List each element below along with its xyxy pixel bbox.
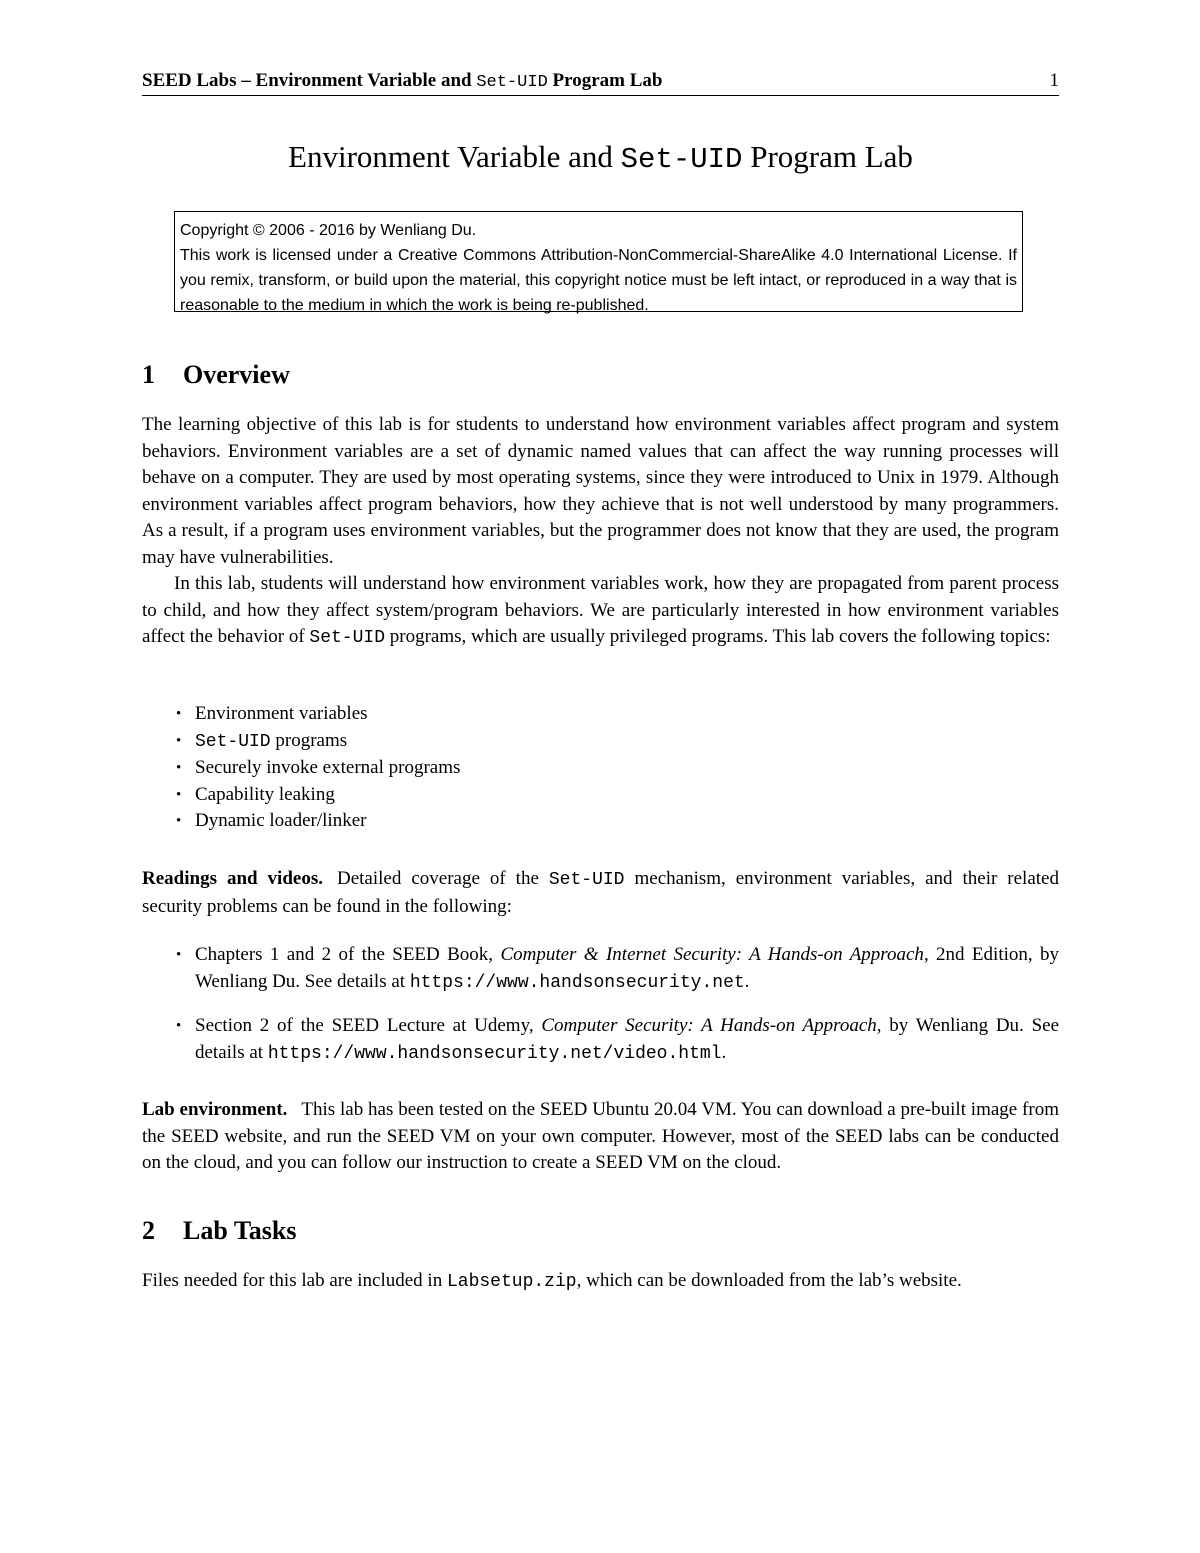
header-code: Set-UID	[476, 73, 548, 92]
lab-environment-paragraph: Lab environment. This lab has been tested on the SEED Ubuntu 20.04 VM. You can download a pre-built image from the SEED website, and run the SEED VM on your own computer. However, most of the SEED labs can be conducted on the cloud, and you can follow our instruction to create a SEED VM on the cloud.	[142, 1099, 1059, 1173]
list-item: • Capability leaking	[176, 782, 1059, 809]
running-header	[142, 70, 1059, 96]
lab-tasks-paragraph: Files needed for this lab are included in Labsetup.zip, which can be downloaded from the lab’s website.	[142, 1270, 962, 1292]
list-item: • Chapters 1 and 2 of the SEED Book, Computer & Internet Security: A Hands-on Approach, 2nd Edition, by Wenliang Du. See details at https://www.handsonsecurity.net.	[176, 944, 1060, 993]
readings-list	[176, 942, 1059, 1084]
bullet-icon: •	[176, 706, 182, 722]
url-link[interactable]: https://www.handsonsecurity.net	[409, 972, 745, 993]
section-title: Overview	[183, 360, 290, 389]
bullet-icon: •	[176, 786, 182, 803]
page-number: 1	[1049, 70, 1059, 91]
list-item: • Environment variables	[176, 701, 1059, 728]
copyright-notice	[174, 211, 1023, 312]
bullet-icon: •	[176, 732, 182, 749]
section-title: Lab Tasks	[183, 1216, 297, 1245]
course-title: Computer Security: A Hands-on Approach	[541, 1015, 877, 1036]
copyright-line: Copyright © 2006 - 2016 by Wenliang Du.	[180, 222, 477, 239]
url-link[interactable]: https://www.handsonsecurity.net/video.html	[267, 1043, 722, 1064]
list-item: • Dynamic loader/linker	[176, 808, 1059, 835]
bullet-icon: •	[176, 947, 182, 963]
running-header-title: SEED Labs – Environment Variable and Set-UID Program Lab	[142, 70, 663, 92]
readings-label: Readings and videos.	[142, 868, 323, 889]
section-heading-overview	[142, 359, 290, 391]
overview-paragraph-1: The learning objective of this lab is for students to understand how environment variables affect program and system behaviors. Environment variables are a set of dynamic named values that can affect the way running processes will behave on a computer. They are used by most operating systems, since they were introduced to Unix in 1979. Although environment variables affect program behaviors, how they achieve that is not well understood by many programmers. As a result, if a program uses environment variables, but the programmer does not know that they are used, the program may have vulnerabilities.	[142, 414, 1059, 568]
list-item: • Section 2 of the SEED Lecture at Udemy, Computer Security: A Hands-on Approach, by Wenliang Du. See details at https://www.handsonsecurity.net/video.html.	[176, 1015, 1060, 1064]
license-text: This work is licensed under a Creative Commons Attribution-NonCommercial-ShareAlike 4.0 International License. If you remix, transform, or build upon the material, this copyright notice must be left intact, or reproduced in a way that is reasonable to the medium in which the work is being re-published.	[180, 247, 1017, 314]
topics-list	[176, 701, 1059, 835]
inline-code: Labsetup.zip	[446, 1272, 577, 1292]
book-title: Computer & Internet Security: A Hands-on Approach	[500, 944, 924, 965]
inline-code: Set-UID	[195, 731, 271, 752]
list-item: • Set-UID programs	[176, 728, 1059, 756]
bullet-icon: •	[176, 760, 182, 776]
title-code: Set-UID	[620, 143, 743, 176]
bullet-icon: •	[176, 1018, 182, 1034]
document-title: Environment Variable and Set-UID Program Lab	[288, 139, 913, 176]
lab-environment-label: Lab environment.	[142, 1099, 288, 1120]
list-item: • Securely invoke external programs	[176, 755, 1059, 782]
section-heading-lab-tasks	[142, 1215, 296, 1247]
readings-paragraph: Readings and videos. Detailed coverage of the Set-UID mechanism, environment variables, and their related security problems can be found in the following:	[142, 868, 1059, 917]
section-number: 2	[142, 1216, 155, 1245]
inline-code: Set-UID	[309, 628, 386, 648]
section-number: 1	[142, 360, 155, 389]
inline-code: Set-UID	[548, 870, 625, 890]
overview-paragraph-2: In this lab, students will understand how environment variables work, how they are propagated from parent process to child, and how they affect system/program behaviors. We are particularly interested in how environment variables affect the behavior of Set-UID programs, which are usually privileged programs. This lab covers the following topics:	[142, 573, 1059, 648]
bullet-icon: •	[176, 813, 182, 829]
